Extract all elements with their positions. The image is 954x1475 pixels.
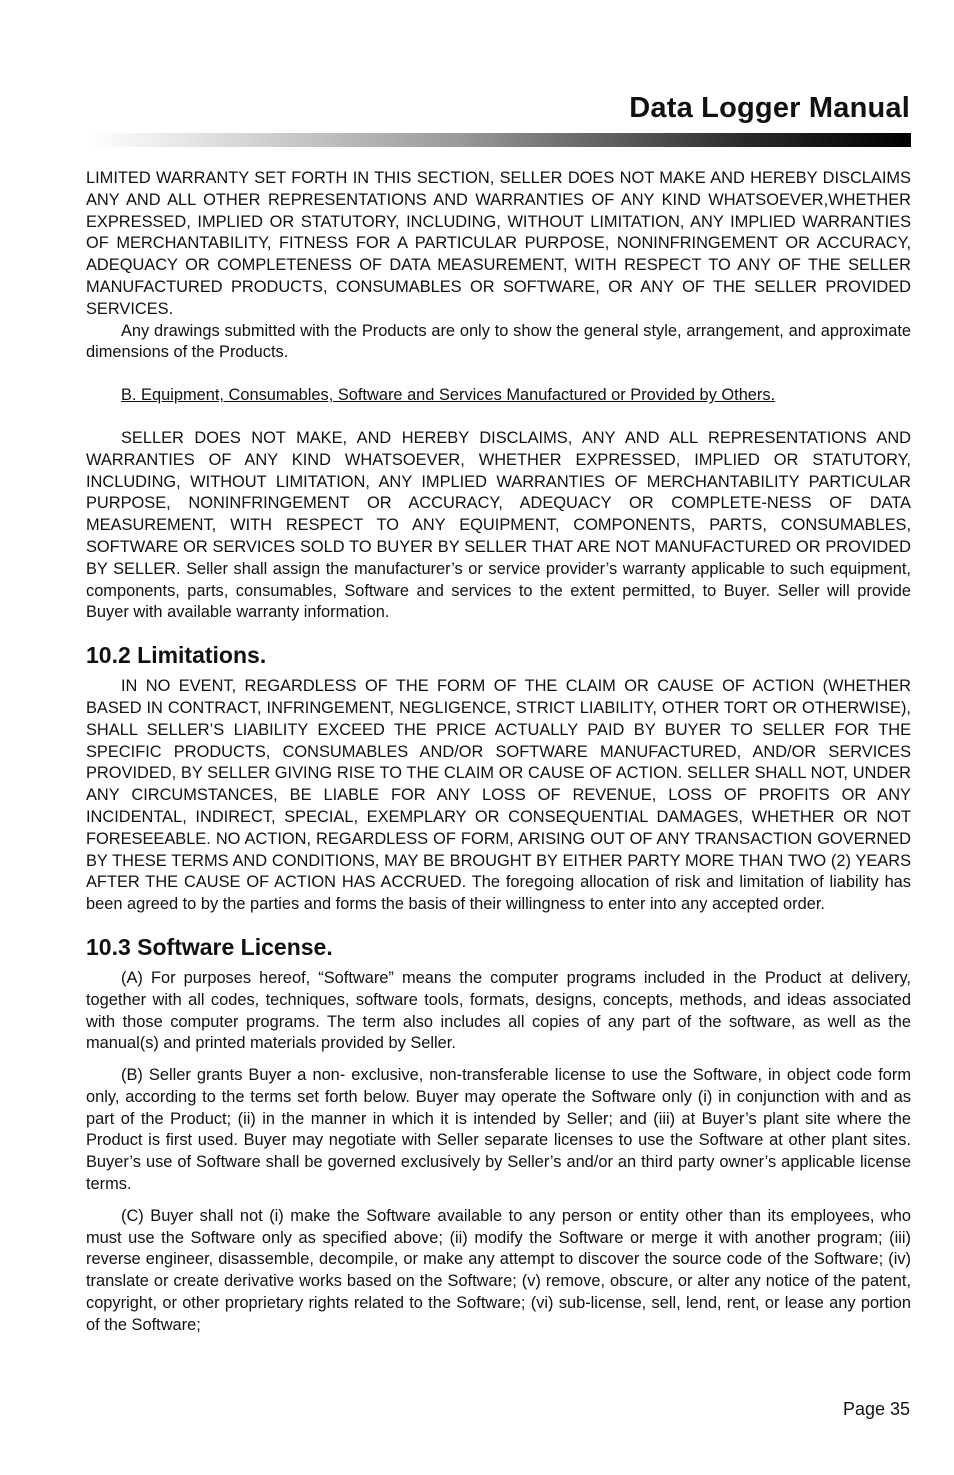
page-number: Page 35 (842, 1399, 910, 1419)
document-title: Data Logger Manual (629, 92, 910, 124)
page-content (86, 168, 911, 1337)
header-gradient-bar (86, 133, 911, 147)
others-warranty-paragraph: SELLER DOES NOT MAKE, AND HEREBY DISCLAIMS, ANY AND ALL REPRESENTATIONS AND WARRANTIES OF ANY KIND WHATSOEVER, WHETHER EXPRESSED, IMPLIED OR STATUTORY, INCLUDING, WITHOUT LIMITATION, ANY IMPLIED WARRANTIES OF MERCHANTABILITY PARTICULAR PURPOSE, NONINFRINGEMENT OR ACCURACY, ADEQUACY OR COMPLETE-NESS OF DATA MEASUREMENT, WITH RESPECT TO ANY EQUIPMENT, COMPONENTS, PARTS, CONSUMABLES, SOFTWARE OR SERVICES SOLD TO BUYER BY SELLER THAT ARE NOT MANUFACTURED OR PROVIDED BY SELLER. Seller shall assign the manufacturer’s or service provider’s warranty applicable to such equipment, components, parts, consumables, Software and services to the extent permitted, to Buyer. Seller will provide Buyer with available warranty information. (86, 428, 911, 622)
limitations-paragraph: IN NO EVENT, REGARDLESS OF THE FORM OF THE CLAIM OR CAUSE OF ACTION (WHETHER BASED IN CONTRACT, INFRINGEMENT, NEGLIGENCE, STRICT LIABILITY, OTHER TORT OR OTHERWISE), SHALL SELLER’S LIABILITY EXCEED THE PRICE ACTUALLY PAID BY BUYER TO SELLER FOR THE SPECIFIC PRODUCTS, CONSUMABLES AND/OR SOFTWARE MANUFACTURED, AND/OR SERVICES PROVIDED, BY SELLER GIVING RISE TO THE CLAIM OR CAUSE OF ACTION. SELLER SHALL NOT, UNDER ANY CIRCUMSTANCES, BE LIABLE FOR ANY LOSS OF REVENUE, LOSS OF PROFITS OR ANY INCIDENTAL, INDIRECT, SPECIAL, EXEMPLARY OR CONSEQUENTIAL DAMAGES, WHETHER OR NOT FORESEEABLE. NO ACTION, REGARDLESS OF FORM, ARISING OUT OF ANY TRANSACTION GOVERNED BY THESE TERMS AND CONDITIONS, MAY BE BROUGHT BY EITHER PARTY MORE THAN TWO (2) YEARS AFTER THE CAUSE OF ACTION HAS ACCRUED. The foregoing allocation of risk and limitation of liability has been agreed to by the parties and forms the basis of their willingness to enter into any accepted order. (86, 677, 911, 914)
software-license-paragraph-b: (B) Seller grants Buyer a non- exclusive, non-transferable license to use the Software, in object code form only, according to the terms set forth below. Buyer may operate the Software only (i) in conjunction with and as part of the Product; (ii) in the manner in which it is intended by Seller; and (iii) at Buyer’s plant site where the Product is first used. Buyer may negotiate with Seller separate licenses to use the Software at other plant sites. Buyer’s use of Software shall be governed exclusively by Seller’s and/or an third party owner’s applicable license terms. (86, 1066, 911, 1194)
software-license-paragraph-c: (C) Buyer shall not (i) make the Software available to any person or entity other than its employees, who must use the Software only as specified above; (ii) modify the Software or merge it with another program; (iii) reverse engineer, disassemble, decompile, or make any attempt to discover the source code of the Software; (iv) translate or create derivative works based on the Software; (v) remove, obscure, or alter any notice of the patent, copyright, or other proprietary rights related to the Software; (vi) sub-license, sell, lend, rent, or lease any portion of the Software; (86, 1206, 911, 1334)
subsection-b-heading: B. Equipment, Consumables, Software and Services Manufactured or Provided by Others. (121, 386, 776, 405)
software-license-paragraph-a: (A) For purposes hereof, “Software” means the computer programs included in the Product at delivery, together with all codes, techniques, software tools, formats, designs, concepts, methods, and ideas associated with those computer programs. The term also includes all copies of any part of the software, as well as the manual(s) and printed materials provided by Seller. (86, 968, 911, 1053)
limitations-heading: 10.2 Limitations. (86, 642, 267, 669)
software-license-heading: 10.3 Software License. (86, 933, 333, 960)
drawings-paragraph: Any drawings submitted with the Products are only to show the general style, arrangement, and approximate dimensions of the Products. (86, 321, 911, 362)
warranty-paragraph: LIMITED WARRANTY SET FORTH IN THIS SECTION, SELLER DOES NOT MAKE AND HEREBY DISCLAIMS ANY AND ALL OTHER REPRESENTATIONS AND WARRANTIES OF ANY KIND WHATSOEVER,WHETHER EXPRESSED, IMPLIED OR STATUTORY, INCLUDING, WITHOUT LIMITATION, ANY IMPLIED WARRANTIES OF MERCHANTABILITY, FITNESS FOR A PARTICULAR PURPOSE, NONINFRINGEMENT OR ACCURACY, ADEQUACY OR COMPLETENESS OF DATA MEASUREMENT, WITH RESPECT TO ANY OF THE SELLER MANUFACTURED PRODUCTS, CONSUMABLES OR SOFTWARE, OR ANY OF THE SELLER PROVIDED SERVICES. (86, 169, 911, 318)
